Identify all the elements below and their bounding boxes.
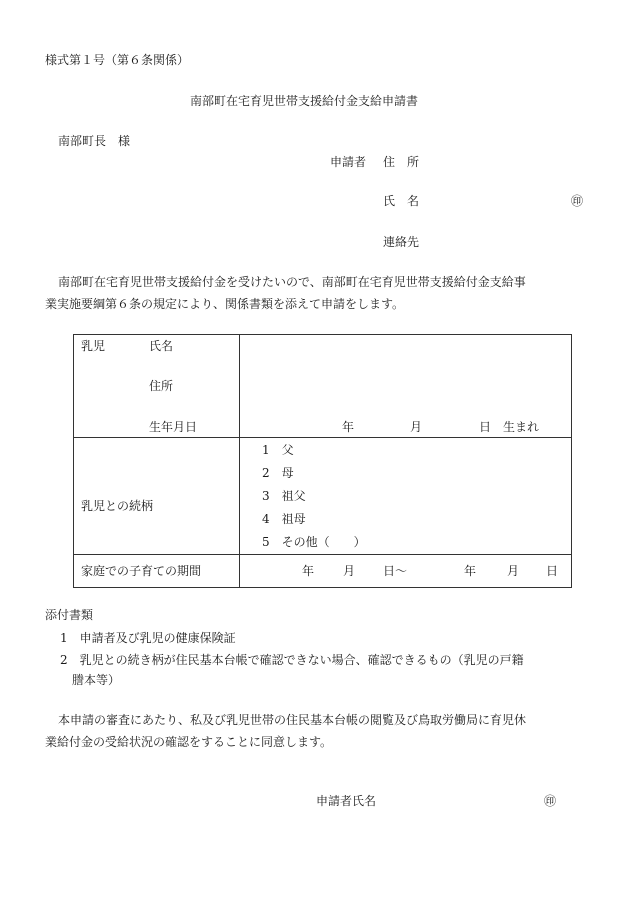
infant-name-label: 氏名 [149,339,174,353]
page-title: 南部町在宅育児世帯支援給付金支給申請書 [190,94,419,108]
attachment-item-2-line-2: 謄本等） [72,673,121,687]
intro-line-2: 業実施要綱第６条の規定により、関係書類を添えて申請をします。 [45,297,405,311]
form-number: 様式第１号（第６条関係） [45,53,190,67]
relationship-option-father[interactable]: 1 父 [262,443,294,457]
seal-mark: ㊞ [571,194,584,208]
intro-line-1: 南部町在宅育児世帯支援給付金を受けたいので、南部町在宅育児世帯支援給付金支給事 [58,275,526,289]
relationship-option-mother[interactable]: 2 母 [262,466,294,480]
infant-info-label-cell [74,335,240,438]
relationship-option-other[interactable]: 5 その他（ ） [262,535,366,549]
applicant-contact-label: 連絡先 [383,235,420,249]
signature-label: 申請者氏名 [316,794,377,808]
consent-line-2: 業給付金の受給状況の確認をすることに同意します。 [45,735,333,749]
infant-info-entry-cell[interactable] [240,335,572,438]
period-entry-cell[interactable] [240,555,572,588]
attachments-heading: 添付書類 [45,608,94,622]
signature-seal-mark: ㊞ [544,794,557,808]
applicant-address-label: 住 所 [383,155,420,169]
relationship-option-grandmother[interactable]: 4 祖母 [262,512,306,526]
relationship-option-grandfather[interactable]: 3 祖父 [262,489,306,503]
period-start-month: 月 [343,564,356,578]
period-start-day: 日〜 [383,564,408,578]
infant-address-label: 住所 [149,379,174,393]
infant-birth-label: 生年月日 [149,420,198,434]
period-label-cell [74,555,240,588]
addressee: 南部町長 様 [58,134,131,148]
period-end-year: 年 [464,564,477,578]
period-end-month: 月 [507,564,520,578]
period-end-day: 日 [546,564,559,578]
birth-year-label: 年 [342,420,355,434]
period-start-year: 年 [302,564,315,578]
application-table [73,334,572,588]
relationship-options-cell[interactable] [240,438,572,555]
attachment-item-1: 1 申請者及び乳児の健康保険証 [60,631,236,645]
birth-month-label: 月 [410,420,423,434]
relationship-label-cell [74,438,240,555]
applicant-label: 申請者 [330,155,367,169]
applicant-name-label: 氏 名 [383,194,420,208]
birth-day-label: 日 生まれ [479,420,540,434]
period-label: 家庭での子育ての期間 [81,564,202,578]
attachment-item-2-line-1: 2 乳児との続き柄が住民基本台帳で確認できない場合、確認できるもの（乳児の戸籍 [60,653,524,667]
consent-line-1: 本申請の審査にあたり、私及び乳児世帯の住民基本台帳の閲覧及び鳥取労働局に育児休 [58,713,527,727]
infant-label: 乳児 [81,339,106,353]
relationship-label: 乳児との続柄 [81,499,154,513]
